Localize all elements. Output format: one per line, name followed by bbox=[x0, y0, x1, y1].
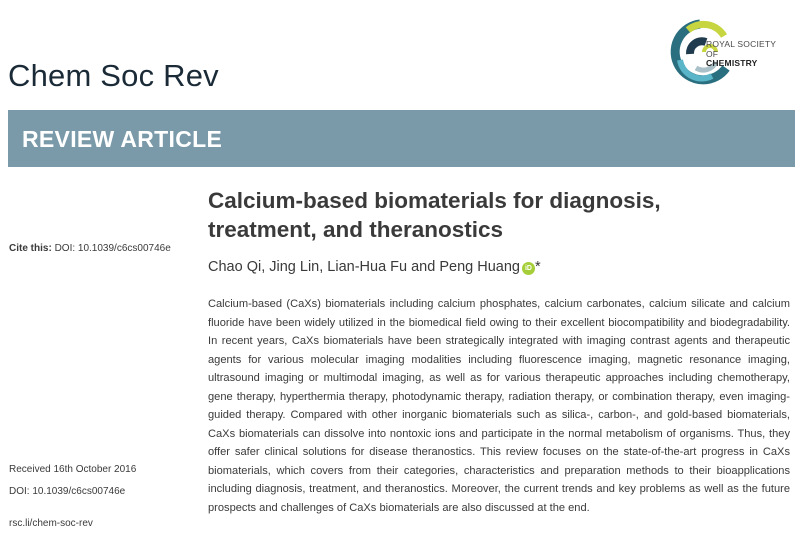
article-type-label: REVIEW ARTICLE bbox=[22, 126, 223, 152]
rsc-line-1: ROYAL SOCIETY bbox=[706, 39, 777, 49]
corresponding-mark: * bbox=[534, 259, 541, 275]
rsc-line-2: OF bbox=[706, 48, 719, 59]
authors-text: Chao Qi, Jing Lin, Lian-Hua Fu and Peng Huang bbox=[208, 259, 520, 275]
rsc-line-3: CHEMISTRY bbox=[706, 58, 758, 68]
author-list bbox=[208, 259, 541, 275]
cite-label: Cite this: bbox=[9, 243, 52, 254]
journal-link[interactable]: rsc.li/chem-soc-rev bbox=[9, 518, 93, 529]
journal-title: Chem Soc Rev bbox=[8, 58, 219, 93]
abstract: Calcium-based (CaXs) biomaterials including calcium phosphates, calcium carbonates, calcium silicate and calcium fluoride have been widely utilized in the biomedical field owing to their excellent biocompatibility and biodegradability. In recent years, CaXs biomaterials have been strategically integrated with imaging contrast agents and therapeutic agents for various molecular imaging modalities including fluorescence imaging, magnetic resonance imaging, ultrasound imaging or multimodal imaging, as well as for various therapeutic approaches including chemotherapy, gene therapy, hyperthermia therapy, photodynamic therapy, radiation therapy, or combination therapy, even imaging-guided therapy. Compared with other inorganic biomaterials such as silica-, carbon-, and gold-based biomaterials, CaXs biomaterials can dissolve into nontoxic ions and participate in the normal metabolism of organisms. Thus, they offer safer clinical solutions for disease theranostics. This review focuses on the state-of-the-art progress in CaXs biomaterials, which covers from their categories, characteristics and preparation methods to their bioapplications including diagnosis, treatment, and theranostics. Moreover, the current trends and key problems as well as the future prospects and challenges of CaXs biomaterials are also discussed at the end. bbox=[208, 298, 790, 514]
cite-this bbox=[9, 243, 171, 254]
rsc-wordmark bbox=[706, 40, 776, 69]
doi[interactable]: DOI: 10.1039/c6cs00746e bbox=[9, 486, 126, 497]
received-date: Received 16th October 2016 bbox=[9, 464, 137, 475]
article-type-banner bbox=[8, 110, 795, 167]
cite-doi[interactable]: DOI: 10.1039/c6cs00746e bbox=[54, 243, 171, 254]
orcid-icon[interactable]: iD bbox=[522, 262, 535, 275]
rsc-logo bbox=[666, 16, 792, 88]
article-title: Calcium-based biomaterials for diagnosis, treatment, and theranostics bbox=[208, 188, 661, 242]
